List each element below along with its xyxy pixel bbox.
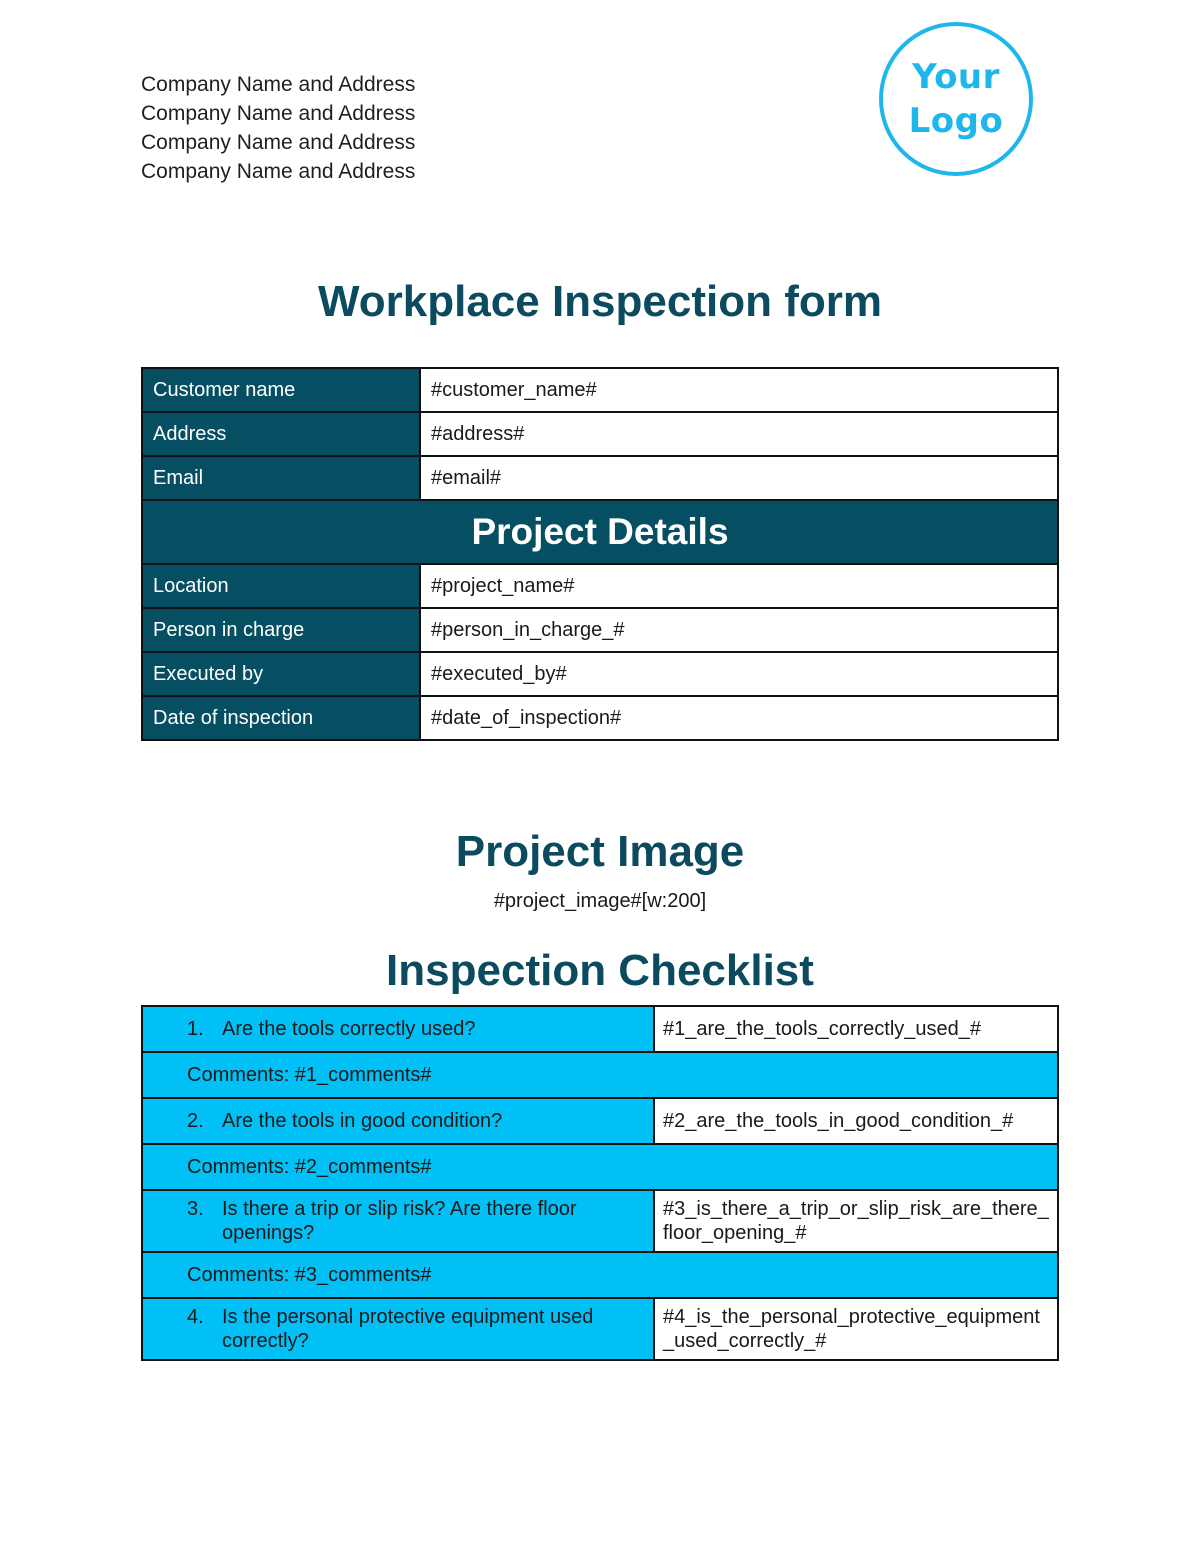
table-row xyxy=(142,696,1058,740)
checklist-comment: Comments: #1_comments# xyxy=(142,1052,1058,1098)
checklist-comment-row xyxy=(142,1144,1058,1190)
checklist-comment: Comments: #3_comments# xyxy=(142,1252,1058,1298)
checklist-answer: #3_is_there_a_trip_or_slip_risk_are_there_floor_opening_# xyxy=(654,1190,1058,1252)
checklist-question xyxy=(142,1098,654,1144)
project-details-heading: Project Details xyxy=(142,500,1058,564)
question-text: Are the tools in good condition? xyxy=(222,1110,503,1132)
project-image-heading: Project Image xyxy=(455,827,745,876)
company-logo xyxy=(879,22,1033,176)
table-row xyxy=(142,564,1058,608)
checklist-question xyxy=(142,1298,654,1360)
question-number: 4. xyxy=(187,1306,204,1328)
info-table xyxy=(141,367,1059,741)
checklist-table xyxy=(141,1005,1059,1361)
page-title: Workplace Inspection form xyxy=(318,277,882,326)
checklist-question-row xyxy=(142,1006,1058,1052)
executed-by-label: Executed by xyxy=(142,652,420,696)
table-row xyxy=(142,456,1058,500)
checklist-question xyxy=(142,1006,654,1052)
checklist-question-row xyxy=(142,1298,1058,1360)
inspection-checklist-heading: Inspection Checklist xyxy=(386,946,814,995)
checklist-comment-row xyxy=(142,1252,1058,1298)
table-row xyxy=(142,500,1058,564)
person-in-charge-label: Person in charge xyxy=(142,608,420,652)
question-number: 3. xyxy=(187,1198,204,1220)
checklist-comment-row xyxy=(142,1052,1058,1098)
question-number: 1. xyxy=(187,1018,204,1040)
customer-name-value: #customer_name# xyxy=(420,368,1058,412)
company-address-line: Company Name and Address xyxy=(141,131,416,154)
location-value: #project_name# xyxy=(420,564,1058,608)
location-label: Location xyxy=(142,564,420,608)
question-text: Is the personal protective equipment used correctly? xyxy=(222,1306,594,1352)
company-address-block xyxy=(141,70,415,186)
address-label: Address xyxy=(142,412,420,456)
checklist-comment: Comments: #2_comments# xyxy=(142,1144,1058,1190)
checklist-question-row xyxy=(142,1098,1058,1144)
logo-text-line1: Your xyxy=(912,57,1000,97)
logo-text-line2: Logo xyxy=(908,101,1004,141)
checklist-question xyxy=(142,1190,654,1252)
date-of-inspection-label: Date of inspection xyxy=(142,696,420,740)
project-image-placeholder: #project_image#[w:200] xyxy=(493,890,707,912)
address-value: #address# xyxy=(420,412,1058,456)
table-row xyxy=(142,608,1058,652)
table-row xyxy=(142,368,1058,412)
question-text: Is there a trip or slip risk? Are there floor openings? xyxy=(222,1198,577,1244)
table-row xyxy=(142,652,1058,696)
table-row xyxy=(142,412,1058,456)
company-address-line: Company Name and Address xyxy=(141,73,416,96)
company-address-line: Company Name and Address xyxy=(141,160,416,183)
email-label: Email xyxy=(142,456,420,500)
email-value: #email# xyxy=(420,456,1058,500)
question-text: Are the tools correctly used? xyxy=(222,1018,476,1040)
company-address-line: Company Name and Address xyxy=(141,102,416,125)
question-number: 2. xyxy=(187,1110,204,1132)
checklist-answer: #2_are_the_tools_in_good_condition_# xyxy=(654,1098,1058,1144)
checklist-question-row xyxy=(142,1190,1058,1252)
person-in-charge-value: #person_in_charge_# xyxy=(420,608,1058,652)
executed-by-value: #executed_by# xyxy=(420,652,1058,696)
customer-name-label: Customer name xyxy=(142,368,420,412)
checklist-answer: #4_is_the_personal_protective_equipment_used_correctly_# xyxy=(654,1298,1058,1360)
checklist-answer: #1_are_the_tools_correctly_used_# xyxy=(654,1006,1058,1052)
date-of-inspection-value: #date_of_inspection# xyxy=(420,696,1058,740)
